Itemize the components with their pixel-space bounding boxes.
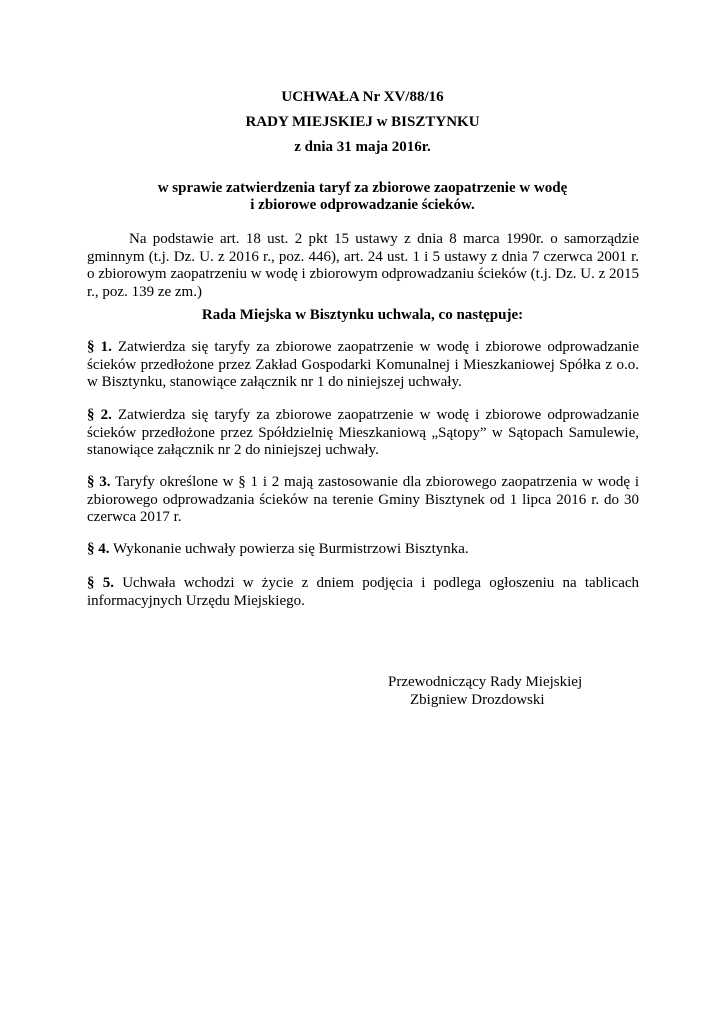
resolution-date: z dnia 31 maja 2016r.	[294, 139, 431, 155]
subject-line-1: w sprawie zatwierdzenia taryf za zbiorowe zaopatrzenie w wodę	[157, 180, 568, 196]
section-1-mark: § 1.	[87, 339, 112, 355]
section-4	[87, 541, 639, 559]
section-3-text: Taryfy określone w § 1 i 2 mają zastosowanie dla zbiorowego zaopatrzenia w wodę i zbiorowego odprowadzania ścieków na terenie Gminy Bisztynek od 1 lipca 2016 r. do 30 czerwca 2017 r.	[87, 474, 640, 525]
section-1-text: Zatwierdza się taryfy za zbiorowe zaopatrzenie w wodę i zbiorowe odprowadzanie ścieków przedłożone przez Zakład Gospodarki Komunalnej i Mieszkaniowej Spółka z o.o. w Bisztynku, stanowiące załącznik nr 1 do niniejszej uchwały.	[87, 339, 640, 390]
resolution-number: UCHWAŁA Nr XV/88/16	[281, 89, 444, 105]
resolves-heading: Rada Miejska w Bisztynku uchwala, co następuje:	[201, 307, 524, 323]
signature-name: Zbigniew Drozdowski	[410, 692, 545, 708]
section-3-mark: § 3.	[87, 474, 111, 490]
section-3	[87, 474, 639, 527]
section-2-text: Zatwierdza się taryfy za zbiorowe zaopatrzenie w wodę i zbiorowe odprowadzanie ścieków przedłożone przez Spółdzielnię Mieszkaniową „Sątopy” w Sątopach Samulewie, stanowiące załącznik nr 2 do niniejszej uchwały.	[87, 407, 640, 458]
section-5	[87, 575, 639, 610]
legal-basis-paragraph: Na podstawie art. 18 ust. 2 pkt 15 ustawy z dnia 8 marca 1990r. o samorządzie gminnym (t.j. Dz. U. z 2016 r., poz. 446), art. 24 ust. 1 i 5 ustawy z dnia 7 czerwca 2001 r. o zbiorowym zaopatrzeniu w wodę i zbiorowym odprowadzaniu ścieków (t.j. Dz. U. z 2015 r., poz. 139 ze zm.)	[87, 231, 639, 300]
subject-line-2: i zbiorowe odprowadzanie ścieków.	[250, 197, 475, 213]
section-4-mark: § 4.	[87, 541, 110, 557]
section-5-text: Uchwała wchodzi w życie z dniem podjęcia i podlega ogłoszeniu na tablicach informacyjnych Urzędu Miejskiego.	[87, 575, 640, 609]
council-name: RADY MIEJSKIEJ w BISZTYNKU	[245, 114, 480, 130]
section-2-mark: § 2.	[87, 407, 112, 423]
signature-title: Przewodniczący Rady Miejskiej	[388, 674, 583, 690]
section-1	[87, 339, 639, 392]
section-4-text: Wykonanie uchwały powierza się Burmistrzowi Bisztynka.	[112, 541, 469, 557]
section-5-mark: § 5.	[87, 575, 114, 591]
section-2	[87, 407, 639, 460]
